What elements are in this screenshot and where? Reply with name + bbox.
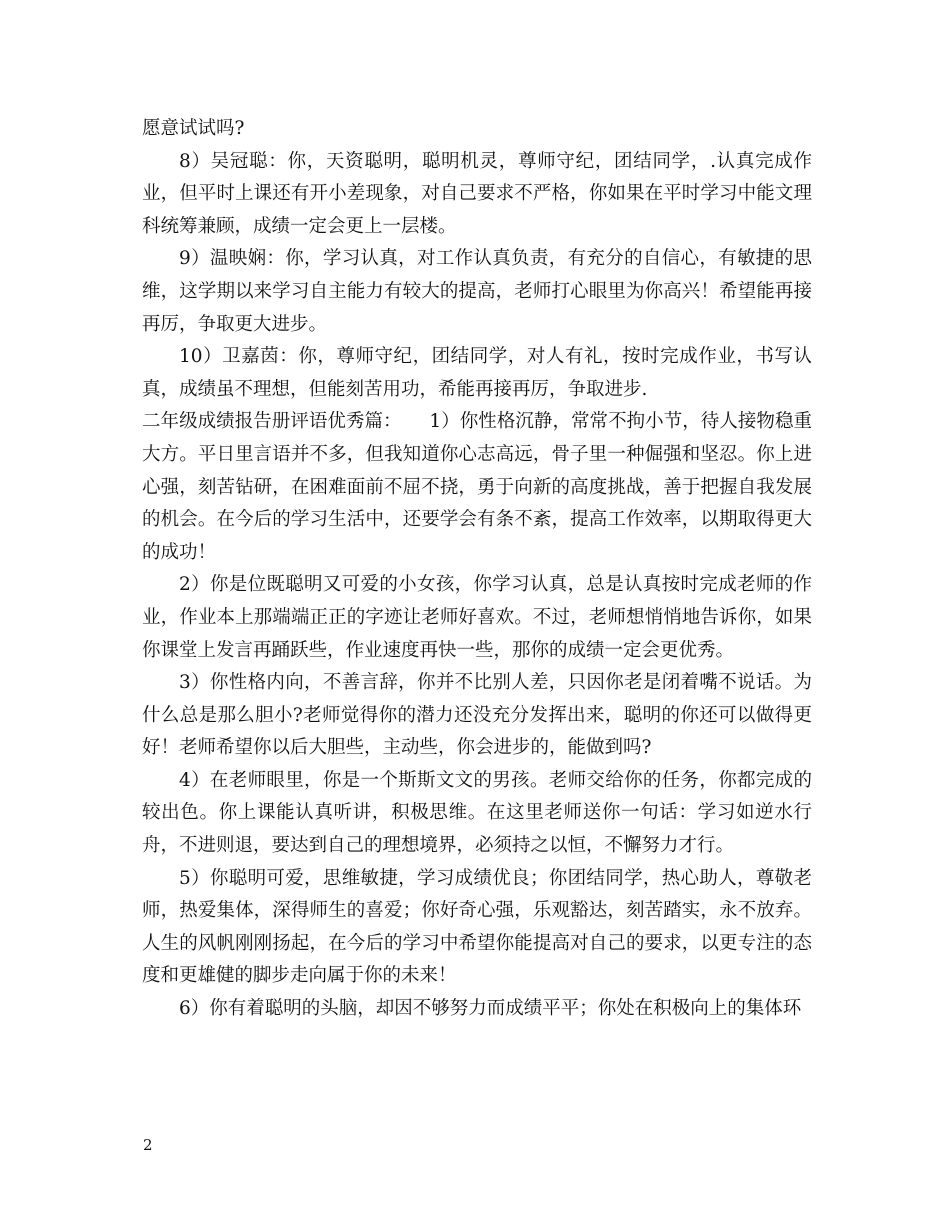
paragraph: 9）温映娴：你，学习认真，对工作认真负责，有充分的自信心，有敏捷的思维，这学期以来学习自主能力有较大的提高，老师打心眼里为你高兴！希望能再接再厉，争取更大进步。 <box>142 248 812 335</box>
document-body <box>142 113 812 1026</box>
paragraph: 8）吴冠聪：你，天资聪明，聪明机灵，尊师守纪，团结同学，.认真完成作业，但平时上课还有开小差现象，对自己要求不严格，你如果在平时学习中能文理科统筹兼顾，成绩一定会更上一层楼。 <box>142 150 812 237</box>
paragraph: 2）你是位既聪明又可爱的小女孩，你学习认真，总是认真按时完成老师的作业，作业本上那端端正正的字迹让老师好喜欢。不过，老师想悄悄地告诉你，如果你课堂上发言再踊跃些，作业速度再快一些，那你的成绩一定会更优秀。 <box>142 574 812 661</box>
paragraph: 3）你性格内向，不善言辞，你并不比别人差，只因你老是闭着嘴不说话。为什么总是那么胆小?老师觉得你的潜力还没充分发挥出来，聪明的你还可以做得更好！老师希望你以后大胆些，主动些，你会进步的，能做到吗? <box>142 672 812 759</box>
section-heading-paragraph: 二年级成绩报告册评语优秀篇： 1）你性格沉静，常常不拘小节，待人接物稳重大方。平日里言语并不多，但我知道你心志高远，骨子里一种倔强和坚忍。你上进心强，刻苦钻研，在困难面前不屈不挠，勇于向新的高度挑战，善于把握自我发展的机会。在今后的学习生活中，还要学会有条不紊，提高工作效率，以期取得更大的成功！ <box>142 411 812 563</box>
paragraph: 6）你有着聪明的头脑，却因不够努力而成绩平平；你处在积极向上的集体环 <box>179 998 802 1020</box>
paragraph: 4）在老师眼里，你是一个斯斯文文的男孩。老师交给你的任务，你都完成的较出色。你上课能认真听讲，积极思维。在这里老师送你一句话：学习如逆水行舟，不进则退，要达到自己的理想境界，必须持之以恒，不懈努力才行。 <box>142 769 812 857</box>
paragraph: 5）你聪明可爱，思维敏捷，学习成绩优良；你团结同学，热心助人，尊敬老师，热爱集体，深得师生的喜爱；你好奇心强，乐观豁达，刻苦踏实，永不放弃。人生的风帆刚刚扬起，在今后的学习中希望你能提高对自己的要求，以更专注的态度和更雄健的脚步走向属于你的未来！ <box>142 867 812 987</box>
paragraph: 愿意试试吗? <box>142 118 245 139</box>
page-number: 2 <box>143 1136 153 1154</box>
paragraph: 10）卫嘉茵：你，尊师守纪，团结同学，对人有礼，按时完成作业，书写认真，成绩虽不理想，但能刻苦用功，希能再接再厉，争取进步. <box>142 346 812 400</box>
